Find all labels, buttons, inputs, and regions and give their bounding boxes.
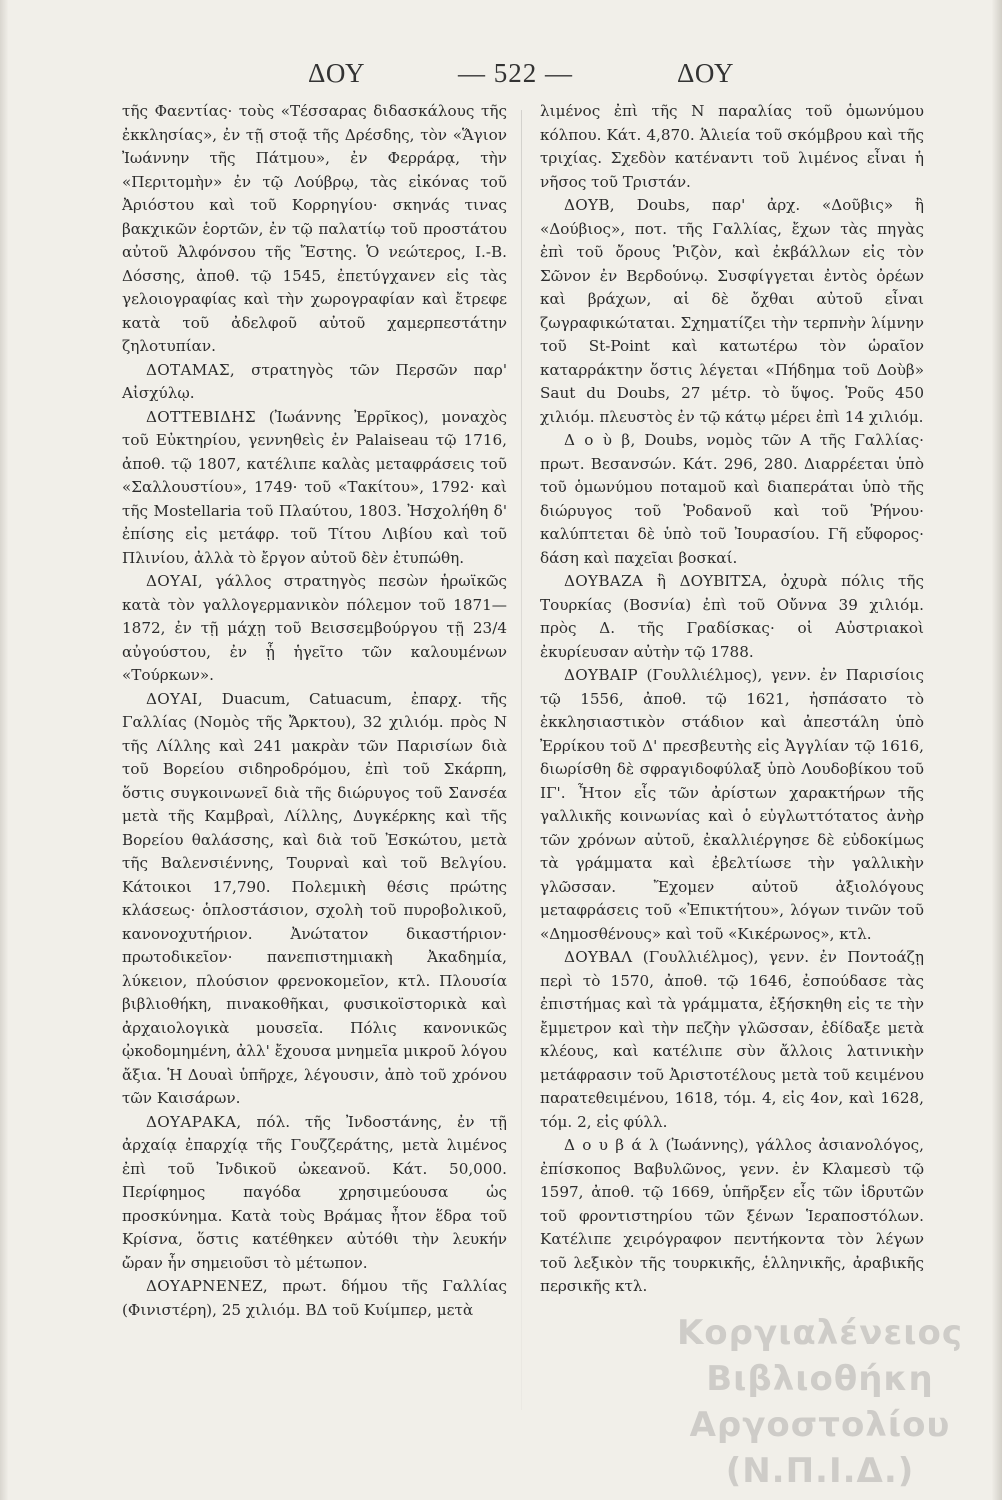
- entry: [122, 1111, 507, 1276]
- watermark-line: Αργοστολίου (Ν.Π.Ι.Δ.): [689, 1405, 951, 1491]
- entry-text: Duacum, Catuacum, ἐπαρχ. τῆς Γαλλίας (Νομὸς τῆς Ἄρκτου), 32 χιλιόμ. πρὸς Ν τῆς Λίλλης καὶ 241 μακρὰν τῶν Παρισίων διὰ τοῦ Βορείου σιδηροδρόμου, ἐπὶ τοῦ Σκάρπη, ὅστις συγκοινωνεῖ διὰ τῆς διώρυγος τοῦ Σανσέα μετὰ τῆς Καμβραὶ, Λίλλης, Δυγκέρκης καὶ τῆς Βορείου θαλάσσης, καὶ διὰ τοῦ Ἐσκώτου, μετὰ τῆς Βαλενσιέννης, Τουρναὶ καὶ τοῦ Βελγίου. Κάτοικοι 17,790. Πολεμικὴ θέσις πρώτης κλάσεως· ὁπλοστάσιον, σχολὴ τοῦ πυροβολικοῦ, κανονοχυτήριον. Ἀνώτατον δικαστήριον· πρωτοδικεῖον· πανεπιστημιακὴ Ἀκαδημία, λύκειον, πλούσιον φρενοκομεῖον, κτλ. Πλουσία βιβλιοθήκη, πινακοθῆκαι, φυσικοϊστορικὰ καὶ ἀρχαιολογικὰ μουσεῖα. Πόλις κανονικῶς ᾠκοδομημένη, ἀλλ' ἔχουσα μνημεῖα μικροῦ λόγου ἄξια. Ἡ Δουαὶ ὑπῆρχε, λέγουσιν, ἀπὸ τοῦ χρόνου τῶν Καισάρων.: [122, 689, 507, 1107]
- entry-text: Doubs, παρ' ἀρχ. «Δοῦβις» ἢ «Δούβιος», ποτ. τῆς Γαλλίας, ἔχων τὰς πηγὰς ἐπὶ τοῦ ὄρους Ῥιζὸν, καὶ ἐκβάλλων εἰς τὸν Σῶνον ἐν Βερδούνῳ. Συσφίγγεται ἐντὸς ὀρέων καὶ βράχων, αἱ δὲ ὄχθαι αὐτοῦ εἶναι ζωγραφικώταται. Σχηματίζει τὴν τερπνὴν λίμνην τοῦ St-Point καὶ κατωτέρω τὸν ὡραῖον καταρράκτην ὅστις λέγεται «Πήδημα τοῦ Δοὺβ» Saut du Doubs, 27 μέτρ. τὸ ὕψος. Ῥοῦς 450 χιλιόμ. πλευστὸς ἐν τῷ κάτῳ μέρει ἐπὶ 14 χιλιόμ.: [540, 196, 924, 426]
- page-edge-right: [992, 0, 1002, 1500]
- entry-text: (Γουλλιέλμος), γενν. ἐν Παρισίοις τῷ 1556, ἀποθ. τῷ 1621, ἠσπάσατο τὸ ἐκκλησιαστικὸν στάδιον καὶ ἀπεστάλη ὑπὸ Ἐρρίκου τοῦ Δ' πρεσβευτὴς εἰς Ἀγγλίαν τῷ 1616, διωρίσθη δὲ σφραγιδοφύλαξ ὑπὸ Λουδοβίκου τοῦ ΙΓ'. Ἦτον εἷς τῶν ἀρίστων χαρακτήρων τῆς γαλλικῆς κοινωνίας καὶ ὁ εὐγλωττότατος ἀνὴρ τῶν χρόνων αὐτοῦ, ἐκαλλιέργησε δὲ εὐδοκίμως τὰ γράμματα καὶ ἐβελτίωσε τὴν γαλλικὴν γλῶσσαν. Ἔχομεν αὐτοῦ ἀξιολόγους μεταφράσεις τοῦ «Ἐπικτήτου», λόγων τινῶν τοῦ «Δημοσθένους» καὶ τοῦ «Κικέρωνος», κτλ.: [540, 666, 924, 943]
- entry-headword: ΔΟΥΑΙ,: [146, 689, 204, 708]
- entry: [122, 359, 507, 406]
- entry: [540, 570, 924, 664]
- page-header: [120, 58, 950, 98]
- entry-text: Doubs, νομὸς τῶν Α τῆς Γαλλίας· πρωτ. Βεσανσών. Κάτ. 296, 280. Διαρρέεται ὑπὸ τοῦ ὁμωνύμου ποταμοῦ καὶ διαπεράται ὑπὸ τῆς διώρυγος τοῦ Ῥοδανοῦ καὶ τοῦ Ῥήνου· καλύπτεται δὲ ὑπὸ τοῦ Ἰουρασίου. Γῆ εὔφορος· δάση καὶ παχεῖαι βοσκαί.: [540, 431, 924, 567]
- entry-text: γάλλος στρατηγὸς πεσὼν ἡρωϊκῶς κατὰ τὸν γαλλογερμανικὸν πόλεμον τοῦ 1871—1872, ἐν τῇ μάχῃ τοῦ Βεισσεμβούργου τῇ 23/4 αὐγούστου, ἐν ᾗ ἡγεῖτο τῶν καλουμένων «Τούρκων».: [122, 572, 508, 684]
- entry: [122, 406, 507, 571]
- entry-headword: ΔΟΥΑΙ,: [146, 572, 204, 590]
- entry-text: στρατηγὸς τῶν Περσῶν παρ' Αἰσχύλῳ.: [122, 360, 507, 402]
- entry-headword: ΔΟΤΑΜΑΣ,: [146, 360, 236, 379]
- entry-text: λιμένος ἐπὶ τῆς Ν παραλίας τοῦ ὁμωνύμου κόλπου. Κάτ. 4,870. Ἁλιεία τοῦ σκόμβρου καὶ τῆς τριχίας. Σχεδὸν κατέναντι τοῦ λιμένος εἶναι ἡ νῆσος τοῦ Τριστάν.: [540, 102, 924, 191]
- watermark-line: Κοργιαλένειος Βιβλιοθήκη: [676, 1313, 964, 1399]
- entry-headword: ΔΟΥΒΑΙΡ: [564, 666, 638, 684]
- entry: [540, 1134, 924, 1299]
- entry: [540, 100, 924, 194]
- entry: [122, 570, 507, 688]
- entry-text: (Ἰωάννης Ἐρρῖκος), μοναχὸς τοῦ Εὐκτηρίου, γεννηθεὶς ἐν Palaiseau τῷ 1716, ἀποθ. τῷ 1807, κατέλιπε καλὰς μεταφράσεις τοῦ «Σαλλουστίου», 1749· τοῦ «Τακίτου», 1792· καὶ τῆς Mostellaria τοῦ Πλαύτου, 1803. Ἠσχολήθη δ' ἐπίσης εἰς μετάφρ. τοῦ Τίτου Λιβίου καὶ τοῦ Πλινίου, ἀλλὰ τὸ ἔργον αὐτοῦ δὲν ἐτυπώθη.: [122, 407, 507, 567]
- entry-text: (Γουλλιέλμος), γενν. ἐν Ποντοάζῃ περὶ τὸ 1570, ἀποθ. τῷ 1646, ἐσπούδασε τὰς ἐπιστήμας καὶ τὰ γράμματα, ἐξήσκηθη εἰς τε τὴν ἔμμετρον καὶ τὴν πεζὴν γλῶσσαν, ἐδίδαξε μετὰ κλέους, καὶ κατέλιπε σὺν ἄλλοις λατινικὴν μετάφρασιν τοῦ Ἀριστοτέλους μετὰ τοῦ κειμένου παρατεθειμένου, 1618, τόμ. 4, εἰς 4ον, καὶ 1628, τόμ. 2, εἰς φύλλ.: [540, 948, 925, 1131]
- page-number: — 522 —: [458, 58, 573, 88]
- right-column: [540, 100, 924, 1299]
- entry-headword: Δ ο υ β ά λ: [564, 1136, 659, 1154]
- entry-headword: ΔΟΥΒΑΛ: [564, 948, 633, 966]
- entry: [540, 664, 924, 946]
- entry-text: τῆς Φαεντίας· τοὺς «Τέσσαρας διδασκάλους τῆς ἐκκλησίας», ἐν τῇ στοᾷ τῆς Δρέσδης, τὸν «Ἅγιον Ἰωάννην τῆς Πάτμου», ἐν Φερράρᾳ, τὴν «Περιτομὴν» ἐν τῷ Λούβρῳ, τὰς εἰκόνας τοῦ Ἀριόστου καὶ τοῦ Κορρηγίου· σκηνάς τινας βακχικῶν ἑορτῶν, ἐν τῷ παλατίῳ τοῦ προστάτου αὐτοῦ Ἀλφόνσου τῆς Ἔστης. Ὁ νεώτερος, I.-B. Δόσσης, ἀποθ. τῷ 1545, ἐπετύγχανεν εἰς τὰς γελοιογραφίας καὶ τὴν χωρογραφίαν καὶ ἔτρεφε κατὰ τοῦ ἀδελφοῦ αὐτοῦ χαμερπεστάτην ζηλοτυπίαν.: [122, 102, 507, 355]
- column-divider: [521, 110, 522, 1410]
- running-head-right: ΔΟΥ: [677, 58, 735, 88]
- entry-headword: ΔΟΥΒΑΖΑ: [564, 572, 644, 590]
- entry-text: πόλ. τῆς Ἰνδοστάνης, ἐν τῇ ἀρχαίᾳ ἐπαρχίᾳ τῆς Γουζζεράτης, μετὰ λιμένος ἐπὶ τοῦ Ἰνδικοῦ ὠκεανοῦ. Κάτ. 50,000. Περίφημος παγόδα χρησιμεύουσα ὡς προσκύνημα. Κατὰ τοὺς Βράμας ἦτον ἕδρα τοῦ Κρίσνα, ὅστις κατέθηκεν αὐτόθι τὴν λευκήν ὤραν ἧν σημειοῦσι τὸ μέτωπον.: [122, 1112, 508, 1272]
- entry: [122, 1275, 507, 1322]
- entry: [540, 429, 924, 570]
- entry: [122, 688, 507, 1111]
- library-watermark: [640, 1310, 1000, 1494]
- entry-headword: ΔΟΥΒ,: [564, 196, 615, 214]
- entry: [540, 194, 924, 429]
- entry: [540, 946, 924, 1134]
- left-column: [122, 100, 507, 1322]
- entry-headword: ΔΟΤΤΕΒΙΔΗΣ: [146, 407, 256, 426]
- entry: [122, 100, 507, 359]
- entry-headword: ΔΟΥΑΡΑΚΑ,: [146, 1112, 242, 1131]
- entry-headword: ΔΟΥΑΡΝΕΝΕΖ,: [146, 1277, 269, 1295]
- running-head-left: ΔΟΥ: [308, 58, 366, 88]
- entry-text: ἢ ΔΟΥΒΙΤΣΑ, ὀχυρὰ πόλις τῆς Τουρκίας (Βοσνία) ἐπὶ τοῦ Οὔννα 39 χιλιόμ. πρὸς Δ. τῆς Γραδίσκας· οἱ Αὐστριακοὶ ἐκυρίευσαν αὐτὴν τῷ 1788.: [540, 572, 924, 661]
- entry-headword: Δ ο ὺ β,: [564, 431, 636, 449]
- entry-text: πρωτ. δήμου τῆς Γαλλίας (Φινιστέρη), 25 χιλιόμ. ΒΔ τοῦ Κυίμπερ, μετὰ: [122, 1277, 507, 1319]
- page-edge-left: [0, 0, 8, 1500]
- entry-text: (Ἰωάννης), γάλλος ἀσιανολόγος, ἐπίσκοπος Βαβυλῶνος, γενν. ἐν Κλαμεσὺ τῷ 1597, ἀποθ. τῷ 1669, ὑπῆρξεν εἷς τῶν ἱδρυτῶν τοῦ φροντιστηρίου τῶν ξένων Ἱεραποστόλων. Κατέλιπε χειρόγραφον πεντήκοντα τὸν λέγων τοῦ λεξικὸν τῆς τουρκικῆς, ἑλληνικῆς, ἀραβικῆς περσικῆς κτλ.: [540, 1136, 924, 1295]
